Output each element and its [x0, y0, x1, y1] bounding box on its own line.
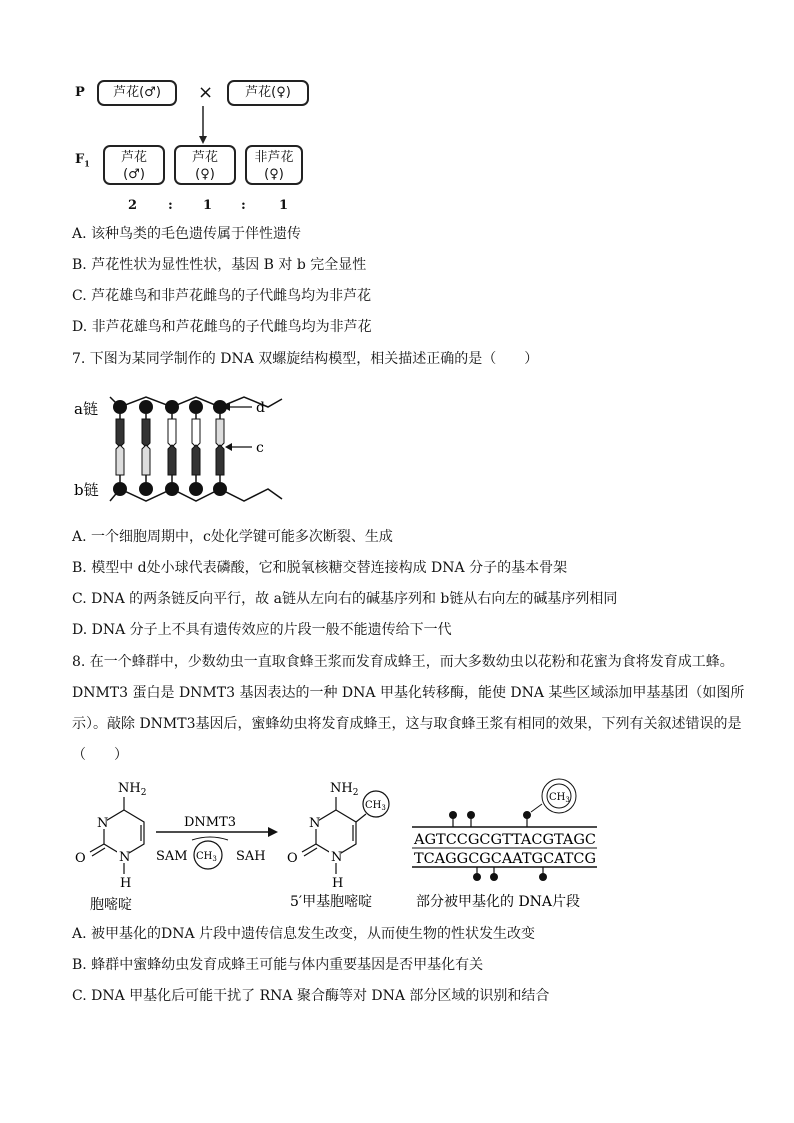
methylation-diagram: [60, 770, 620, 920]
svg-text:N: N: [97, 816, 109, 831]
svg-text:O: O: [287, 851, 298, 866]
q8-option-c: C. DNA 甲基化后可能干扰了 RNA 聚合酶等对 DNA 部分区域的识别和结合: [72, 988, 550, 1004]
cross-sign: ×: [198, 82, 214, 103]
q8-stem-line-4: （ ）: [72, 747, 128, 763]
strand-a-label: a链: [74, 400, 98, 418]
methyl-group: $CH_3$: [365, 800, 386, 812]
q8-stem-line-1: 8. 在一个蜂群中，少数幼虫一直取食蜂王浆而发育成蜂王，而大多数幼虫以花粉和花蜜为食将发育成工蜂。: [72, 654, 734, 670]
q6-option-b: B. 芦花性状为显性性状，基因 B 对 b 完全显性: [72, 257, 367, 273]
q8-option-a: A. 被甲基化的DNA 片段中遗传信息发生改变，从而使生物的性状发生改变: [72, 926, 536, 942]
offspring-box-3: 非芦花 (♀): [245, 145, 303, 185]
ratio-separator-1: :: [168, 198, 173, 213]
dna-helix-model: [70, 385, 290, 515]
cytosine-nh2: $NH_2$: [118, 781, 147, 798]
offspring-box-1: 芦花 (♂): [103, 145, 165, 185]
caption-methylcytosine: 5′甲基胞嘧啶: [290, 894, 373, 910]
strand-b-label: b链: [74, 481, 99, 499]
cross-arrow: [0, 0, 794, 230]
svg-text:N: N: [331, 850, 343, 865]
enzyme-label: DNMT3: [184, 815, 237, 830]
svg-text:O: O: [75, 851, 86, 866]
q6-option-a: A. 该种鸟类的毛色遗传属于伴性遗传: [72, 226, 302, 242]
q8-stem-line-2: DNMT3 蛋白是 DNMT3 基因表达的一种 DNA 甲基化转移酶，能使 DNA 某些区域添加甲基基团（如图所: [72, 685, 745, 701]
q7-option-a: A. 一个细胞周期中，c处化学键可能多次断裂、生成: [72, 529, 393, 545]
q6-option-c: C. 芦花雄鸟和非芦花雌鸟的子代雌鸟均为非芦花: [72, 288, 372, 304]
sam-ch3: $CH_3$: [196, 851, 217, 863]
fragment-methyl-group: $CH_3$: [549, 792, 570, 804]
ratio-value-2: 1: [203, 198, 213, 213]
sam-label: SAM: [156, 849, 188, 864]
ratio-separator-2: :: [241, 198, 246, 213]
sequence-top: AGTCCGCGTTACGTAGC: [412, 832, 596, 848]
q7-stem: 7. 下图为某同学制作的 DNA 双螺旋结构模型，相关描述正确的是（ ）: [72, 351, 539, 367]
caption-cytosine: 胞嘧啶: [90, 897, 132, 913]
offspring-box-2: 芦花 (♀): [174, 145, 236, 185]
sah-label: SAH: [236, 849, 266, 864]
ratio-value-3: 1: [279, 198, 289, 213]
generation-f1-label: $F_1$: [75, 152, 90, 169]
sequence-bottom: TCAGGCGCAATGCATCG: [414, 851, 596, 867]
methylcytosine-nh2: $NH_2$: [330, 781, 359, 798]
svg-text:N: N: [309, 816, 321, 831]
methylcytosine-structure: [287, 781, 389, 891]
dna-fragment: [412, 779, 597, 881]
parent-male-box: 芦花(♂): [97, 80, 177, 106]
label-c: c: [256, 440, 264, 456]
svg-text:N: N: [119, 850, 131, 865]
q7-option-c: C. DNA 的两条链反向平行，故 a链从左向右的碱基序列和 b链从右向左的碱基序列相同: [72, 591, 618, 607]
svg-text:H: H: [120, 876, 132, 891]
label-d: d: [256, 400, 265, 416]
generation-p-label: P: [75, 85, 85, 100]
q6-option-d: D. 非芦花雄鸟和芦花雌鸟的子代雌鸟均为非芦花: [72, 319, 372, 335]
ratio-value-1: 2: [128, 198, 138, 213]
q8-stem-line-3: 示）。敲除 DNMT3基因后，蜜蜂幼虫将发育成蜂王，这与取食蜂王浆有相同的效果，下列有关叙述错误的是: [72, 716, 742, 732]
svg-text:H: H: [332, 876, 344, 891]
caption-fragment: 部分被甲基化的 DNA片段: [416, 894, 581, 910]
q8-option-b: B. 蜂群中蜜蜂幼虫发育成蜂王可能与体内重要基因是否甲基化有关: [72, 957, 484, 973]
parent-female-box: 芦花(♀): [227, 80, 309, 106]
q7-option-b: B. 模型中 d处小球代表磷酸，它和脱氧核糖交替连接构成 DNA 分子的基本骨架: [72, 560, 568, 576]
cytosine-structure: [75, 781, 146, 891]
q7-option-d: D. DNA 分子上不具有遗传效应的片段一般不能遗传给下一代: [72, 622, 452, 638]
